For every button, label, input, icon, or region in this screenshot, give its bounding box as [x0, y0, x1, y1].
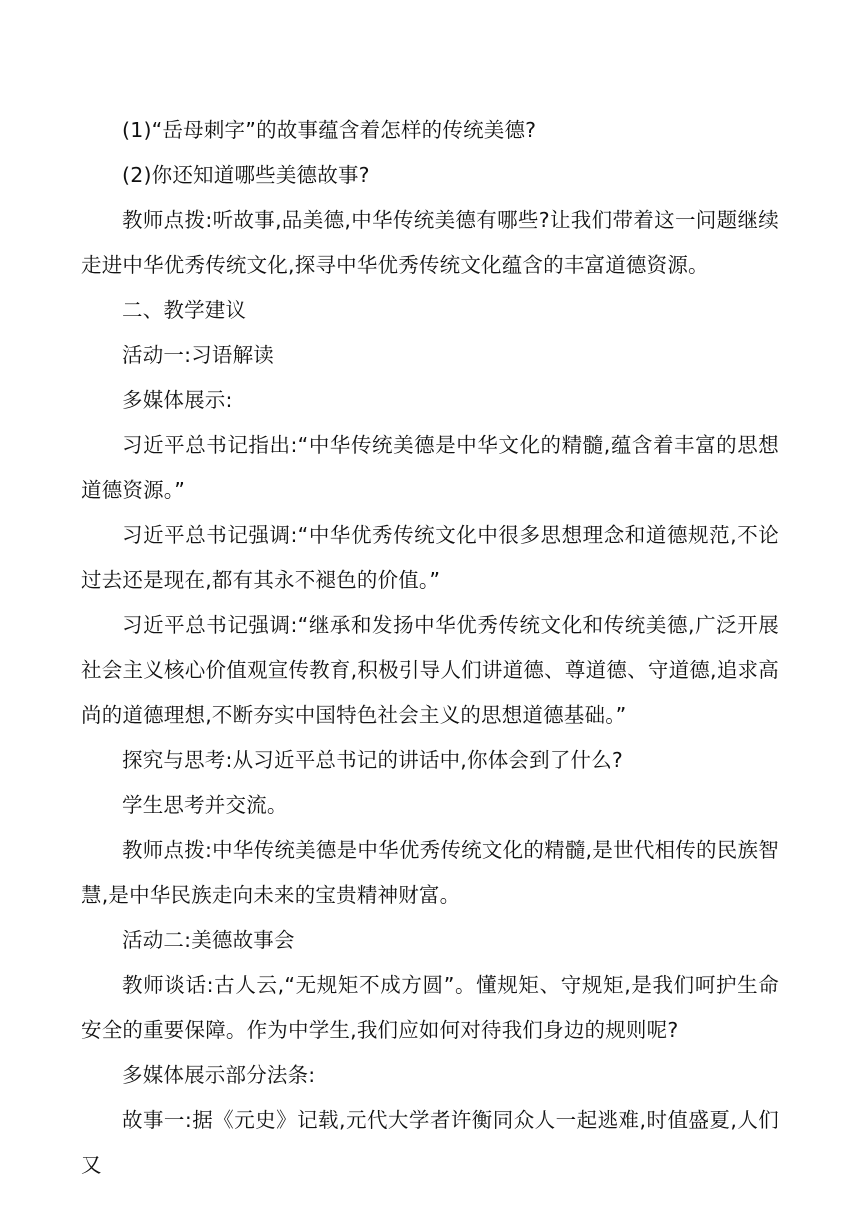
activity-1-heading: 活动一:习语解读: [122, 343, 275, 367]
multimedia-law-label: 多媒体展示部分法条:: [122, 1063, 316, 1087]
quote-3: 习近平总书记强调:“继承和发扬中华优秀传统文化和传统美德,广泛开展社会主义核心价值观宣传教育,积极引导人们讲道德、尊道德、守道德,追求高尚的道德理想,不断夯实中国特色社会主义的思想道德基础。”: [81, 613, 779, 727]
document-body: [81, 108, 779, 1188]
inquiry-question: 探究与思考:从习近平总书记的讲话中,你体会到了什么?: [122, 748, 624, 772]
student-activity: 学生思考并交流。: [122, 793, 288, 817]
quote-2: 习近平总书记强调:“中华优秀传统文化中很多思想理念和道德规范,不论过去还是现在,都有其永不褪色的价值。”: [81, 523, 779, 592]
section-heading-teaching-suggestions: 二、教学建议: [122, 298, 247, 322]
multimedia-display-label: 多媒体展示:: [122, 388, 233, 412]
teacher-talk: 教师谈话:古人云,“无规矩不成方圆”。懂规矩、守规矩,是我们呵护生命安全的重要保障。作为中学生,我们应如何对待我们身边的规则呢?: [81, 973, 779, 1042]
teacher-guidance-1: 教师点拨:听故事,品美德,中华传统美德有哪些?让我们带着这一问题继续走进中华优秀传统文化,探寻中华优秀传统文化蕴含的丰富道德资源。: [81, 208, 779, 277]
teacher-guidance-2: 教师点拨:中华传统美德是中华优秀传统文化的精髓,是世代相传的民族智慧,是中华民族走向未来的宝贵精神财富。: [81, 838, 779, 907]
quote-1: 习近平总书记指出:“中华传统美德是中华文化的精髓,蕴含着丰富的思想道德资源。”: [81, 433, 779, 502]
question-2: (2)你还知道哪些美德故事?: [122, 163, 370, 187]
activity-2-heading: 活动二:美德故事会: [122, 928, 295, 952]
question-1: (1)“岳母刺字”的故事蕴含着怎样的传统美德?: [122, 118, 537, 142]
story-1: 故事一:据《元史》记载,元代大学者许衡同众人一起逃难,时值盛夏,人们又: [81, 1108, 779, 1177]
